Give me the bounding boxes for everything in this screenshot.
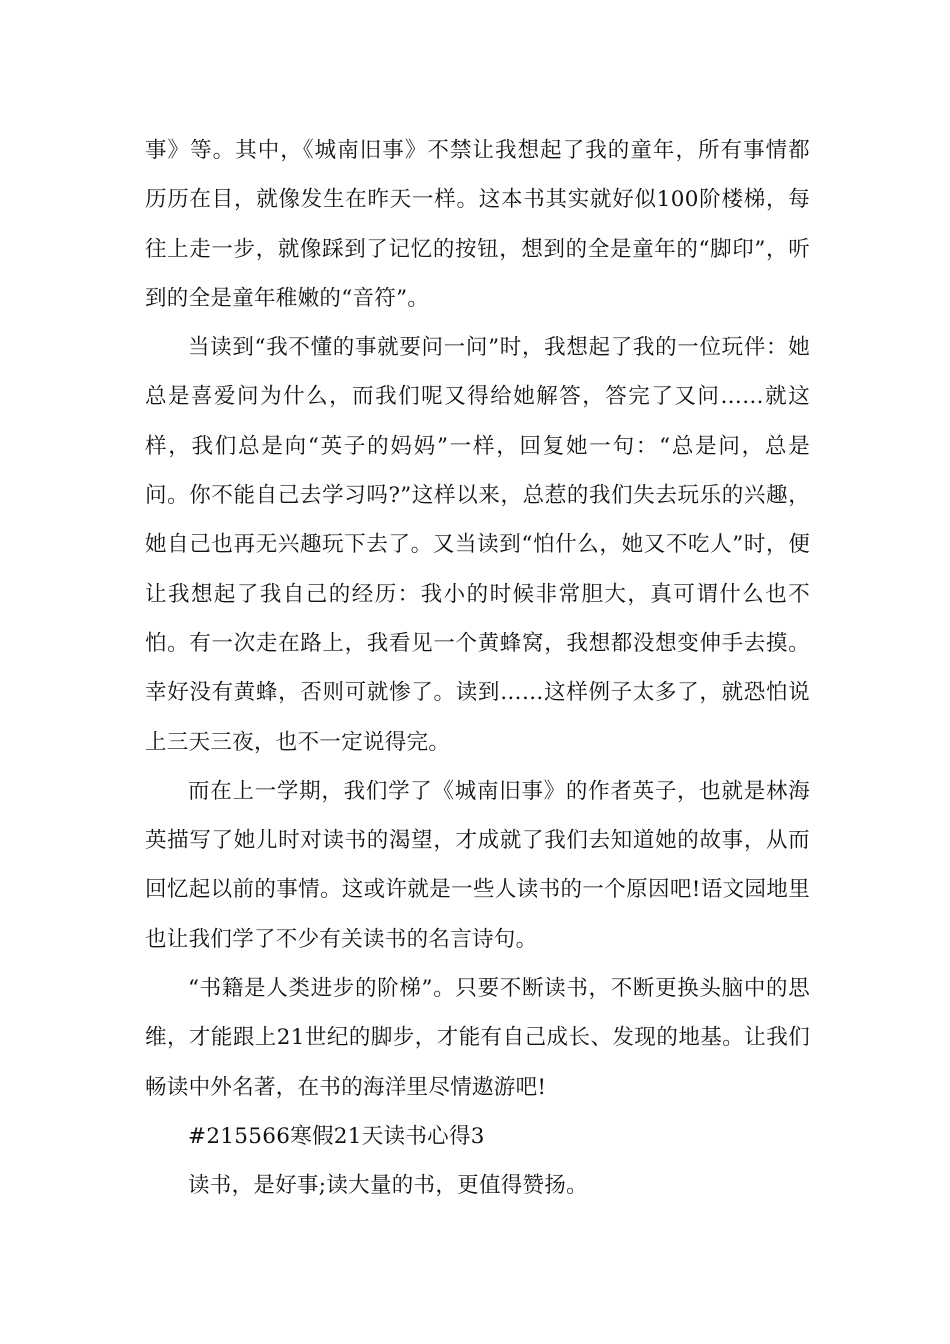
paragraph: “书籍是人类进步的阶梯”。只要不断读书，不断更换头脑中的思维，才能跟上21世纪的脚步，才能有自己成长、发现的地基。让我们畅读中外名著，在书的海洋里尽情遨游吧! bbox=[145, 976, 810, 1100]
section-heading: #215566寒假21天读书心得3 bbox=[188, 1123, 485, 1149]
paragraph: 读书，是好事;读大量的书，更值得赞扬。 bbox=[188, 1173, 588, 1199]
document-body bbox=[145, 126, 810, 1211]
paragraph-continued: 事》等。其中，《城南旧事》不禁让我想起了我的童年，所有事情都历历在目，就像发生在昨天一样。这本书其实就好似100阶楼梯，每往上走一步，就像踩到了记忆的按钮，想到的全是童年的“脚印”，听到的全是童年稚嫩的“音符”。 bbox=[145, 138, 810, 311]
paragraph: 当读到“我不懂的事就要问一问”时，我想起了我的一位玩伴：她总是喜爱问为什么，而我们呢又得给她解答，答完了又问……就这样，我们总是向“英子的妈妈”一样，回复她一句：“总是问，总是问。你不能自己去学习吗?”这样以来，总惹的我们失去玩乐的兴趣，她自己也再无兴趣玩下去了。又当读到“怕什么，她又不吃人”时，便让我想起了我自己的经历：我小的时候非常胆大，真可谓什么也不怕。有一次走在路上，我看见一个黄蜂窝，我想都没想变伸手去摸。幸好没有黄蜂，否则可就惨了。读到……这样例子太多了，就恐怕说上三天三夜，也不一定说得完。 bbox=[145, 335, 810, 755]
paragraph: 而在上一学期，我们学了《城南旧事》的作者英子，也就是林海英描写了她儿时对读书的渴望，才成就了我们去知道她的故事，从而回忆起以前的事情。这或许就是一些人读书的一个原因吧!语文园地里也让我们学了不少有关读书的名言诗句。 bbox=[145, 778, 810, 952]
